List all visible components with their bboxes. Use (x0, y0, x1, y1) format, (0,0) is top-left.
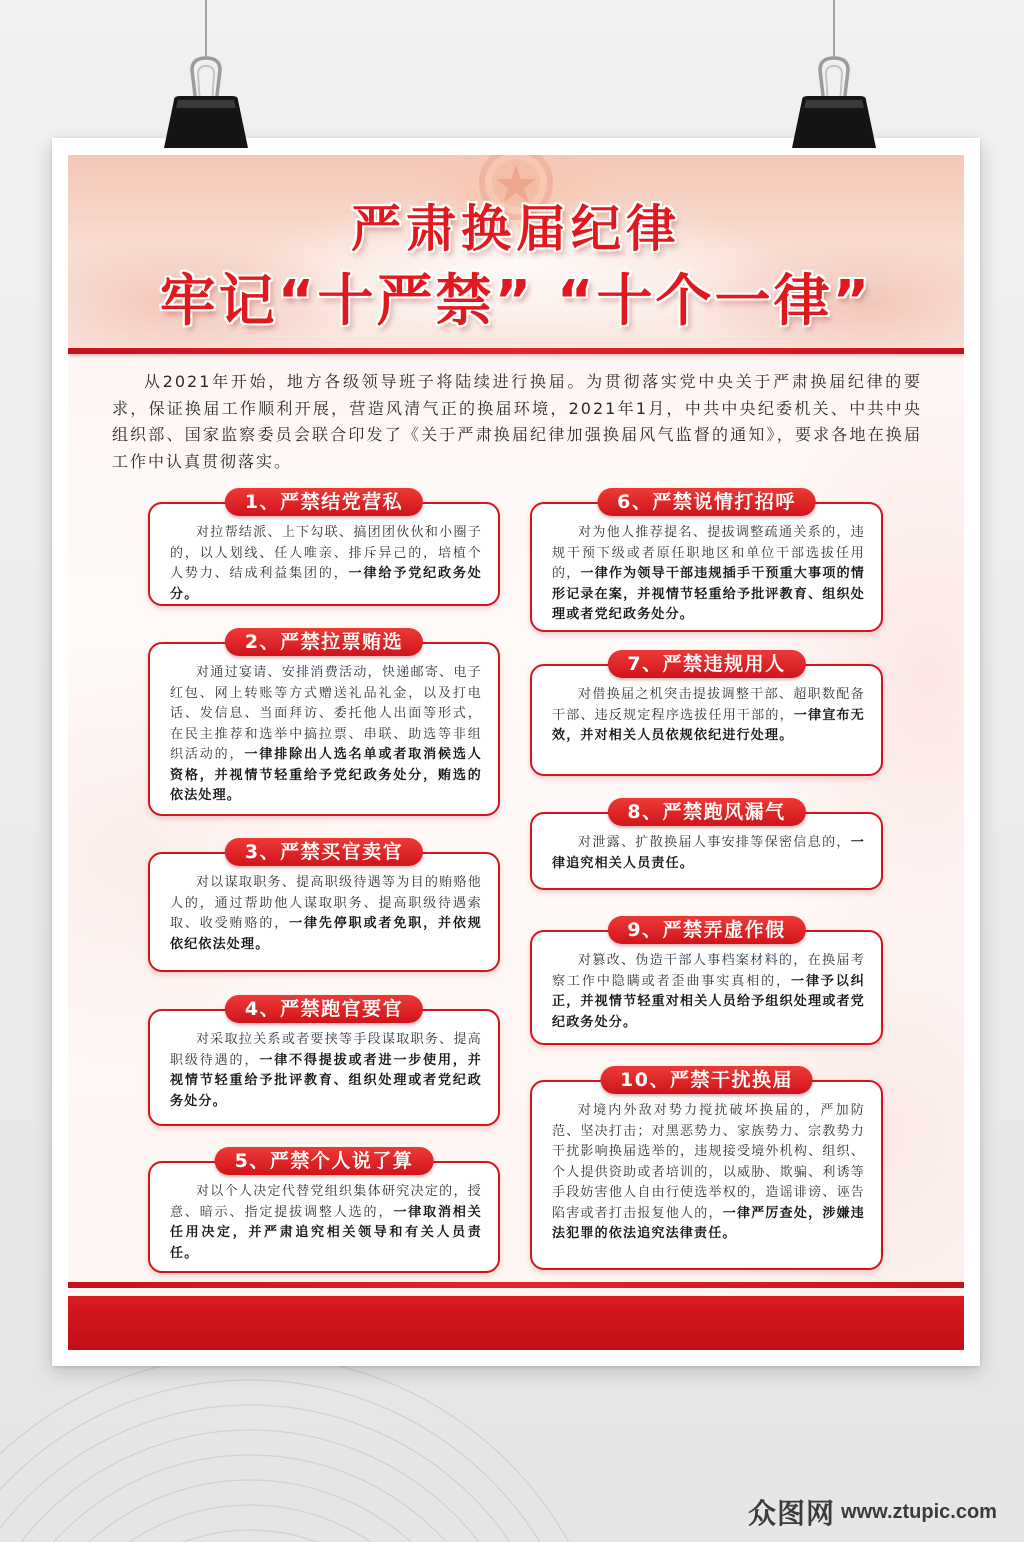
rule-body-text: 对境内外敌对势力搅扰破坏换届的，严加防范、坚决打击；对黑恶势力、家族势力、宗教势力干扰影响换届选举的，违规接受境外机构、组织、个人提供资助或者培训的，以威胁、欺骗、利诱等手段妨害他人自由行使选举权的，造谣诽谤、诬告陷害或者打击报复他人的， (552, 1103, 865, 1221)
rule-card-10 (530, 1069, 883, 1270)
rule-body-emphasis: 一律予以纠正，并视情节轻重对相关人员给予组织处理或者党纪政务处分。 (552, 973, 865, 1030)
rule-heading: 5、严禁个人说了算 (215, 1147, 434, 1175)
rule-card-7 (530, 653, 883, 776)
rule-body (532, 504, 881, 626)
rule-card-9 (530, 919, 883, 1045)
rule-heading: 8、严禁跑风漏气 (607, 798, 805, 826)
rule-body (532, 666, 881, 747)
rule-heading: 6、严禁说情打招呼 (597, 488, 816, 516)
rule-body-text: 对为他人推荐提名、提拔调整疏通关系的，违规干预下级或者原任职地区和单位干部选拔任用的， (552, 525, 865, 581)
rule-body (532, 932, 881, 1033)
rule-body (150, 644, 498, 807)
header-divider (68, 348, 964, 354)
rule-body-text: 对篡改、伪造干部人事档案材料的，在换届考察工作中隐瞒或者歪曲事实真相的， (552, 953, 865, 989)
rule-body-emphasis: 一律追究相关人员责任。 (552, 835, 865, 871)
binder-clip-icon (784, 0, 884, 152)
rule-body-text: 对以个人决定代替党组织集体研究决定的，授意、暗示、指定提拔调整人选的， (170, 1184, 482, 1220)
header-banner (68, 155, 964, 347)
rule-heading: 1、严禁结党营私 (225, 488, 423, 516)
rule-heading: 2、严禁拉票贿选 (225, 628, 423, 656)
footer-band (68, 1296, 964, 1350)
poster-content (68, 155, 964, 1350)
poster-title-line1: 严肃换届纪律 (351, 200, 681, 258)
footer-divider (68, 1282, 964, 1288)
rule-heading: 9、严禁弄虚作假 (607, 916, 805, 944)
rule-body-text: 对采取拉关系或者要挟等手段谋取职务、提高职级待遇的， (170, 1032, 482, 1068)
rule-heading: 3、严禁买官卖官 (225, 838, 423, 866)
rule-card-5 (148, 1150, 500, 1273)
rule-body-text: 对泄露、扩散换届人事安排等保密信息的， (578, 835, 851, 850)
rule-body (150, 854, 498, 955)
watermark (748, 1490, 1010, 1534)
poster-title-line2: 牢记“十严禁” “十个一律” (159, 269, 873, 334)
rule-body-emphasis: 一律先停职或者免职，并依规依纪依法处理。 (170, 916, 482, 952)
rule-body-emphasis: 一律宣布无效，并对相关人员依规依纪进行处理。 (552, 707, 865, 743)
rule-body-text: 对以谋取职务、提高职级待遇等为目的贿赂他人的，通过帮助他人谋取职务、提高职级待遇索取、收受贿赂的， (170, 875, 482, 931)
rule-card-8 (530, 801, 883, 890)
rule-body-emphasis: 一律不得提拔或者进一步使用，并视情节轻重给予批评教育、组织处理或者党纪政务处分。 (170, 1052, 482, 1109)
rule-body-emphasis: 一律给予党纪政务处分。 (170, 566, 482, 602)
rule-body-emphasis: 一律作为领导干部违规插手干预重大事项的情形记录在案，并视情节轻重给予批评教育、组织处理或者党纪政务处分。 (552, 566, 865, 622)
rule-body-emphasis: 一律严厉查处，涉嫌违法犯罪的依法追究法律责任。 (552, 1205, 865, 1241)
rule-body (150, 1163, 498, 1264)
rule-card-1 (148, 491, 500, 606)
watermark-brand: 众图网 (748, 1497, 836, 1530)
rule-body-text: 对借换届之机突击提拔调整干部、超职数配备干部、违反规定程序选拔任用干部的， (552, 687, 865, 723)
rule-body-emphasis: 一律排除出人选名单或者取消候选人资格，并视情节轻重给予党纪政务处分，贿选的依法处理。 (170, 747, 482, 803)
rule-card-3 (148, 841, 500, 972)
rule-card-2 (148, 631, 500, 816)
rule-card-4 (148, 998, 500, 1126)
poster (52, 138, 980, 1366)
intro-paragraph: 从2021年开始，地方各级领导班子将陆续进行换届。为贯彻落实党中央关于严肃换届纪律的要求，保证换届工作顺利开展，营造风清气正的换届环境，2021年1月，中共中央纪委机关、中共中央组织部、国家监察委员会联合印发了《关于严肃换届纪律加强换届风气监督的通知》，要求各地在换届工作中认真贯彻落实。 (112, 372, 922, 471)
rule-body-text: 对拉帮结派、上下勾联、搞团团伙伙和小圈子的，以人划线、任人唯亲、排斥异己的，培植个人势力、结成利益集团的， (170, 525, 482, 581)
watermark-url: www.ztupic.com (841, 1500, 997, 1523)
rule-body-emphasis: 一律取消相关任用决定，并严肃追究相关领导和有关人员责任。 (170, 1204, 482, 1261)
rule-body (532, 1082, 881, 1245)
binder-clip-icon (156, 0, 256, 152)
rule-body-text: 对通过宴请、安排消费活动，快递邮寄、电子红包、网上转账等方式赠送礼品礼金，以及打电话、发信息、当面拜访、委托他人出面等形式，在民主推荐和选举中搞拉票、串联、助选等非组织活动的， (170, 665, 482, 762)
rule-card-6 (530, 491, 883, 632)
rule-heading: 7、严禁违规用人 (607, 650, 805, 678)
rule-heading: 4、严禁跑官要官 (225, 995, 423, 1023)
rule-body (150, 1011, 498, 1112)
rule-body (150, 504, 498, 605)
rule-heading: 10、严禁干扰换届 (600, 1066, 813, 1094)
